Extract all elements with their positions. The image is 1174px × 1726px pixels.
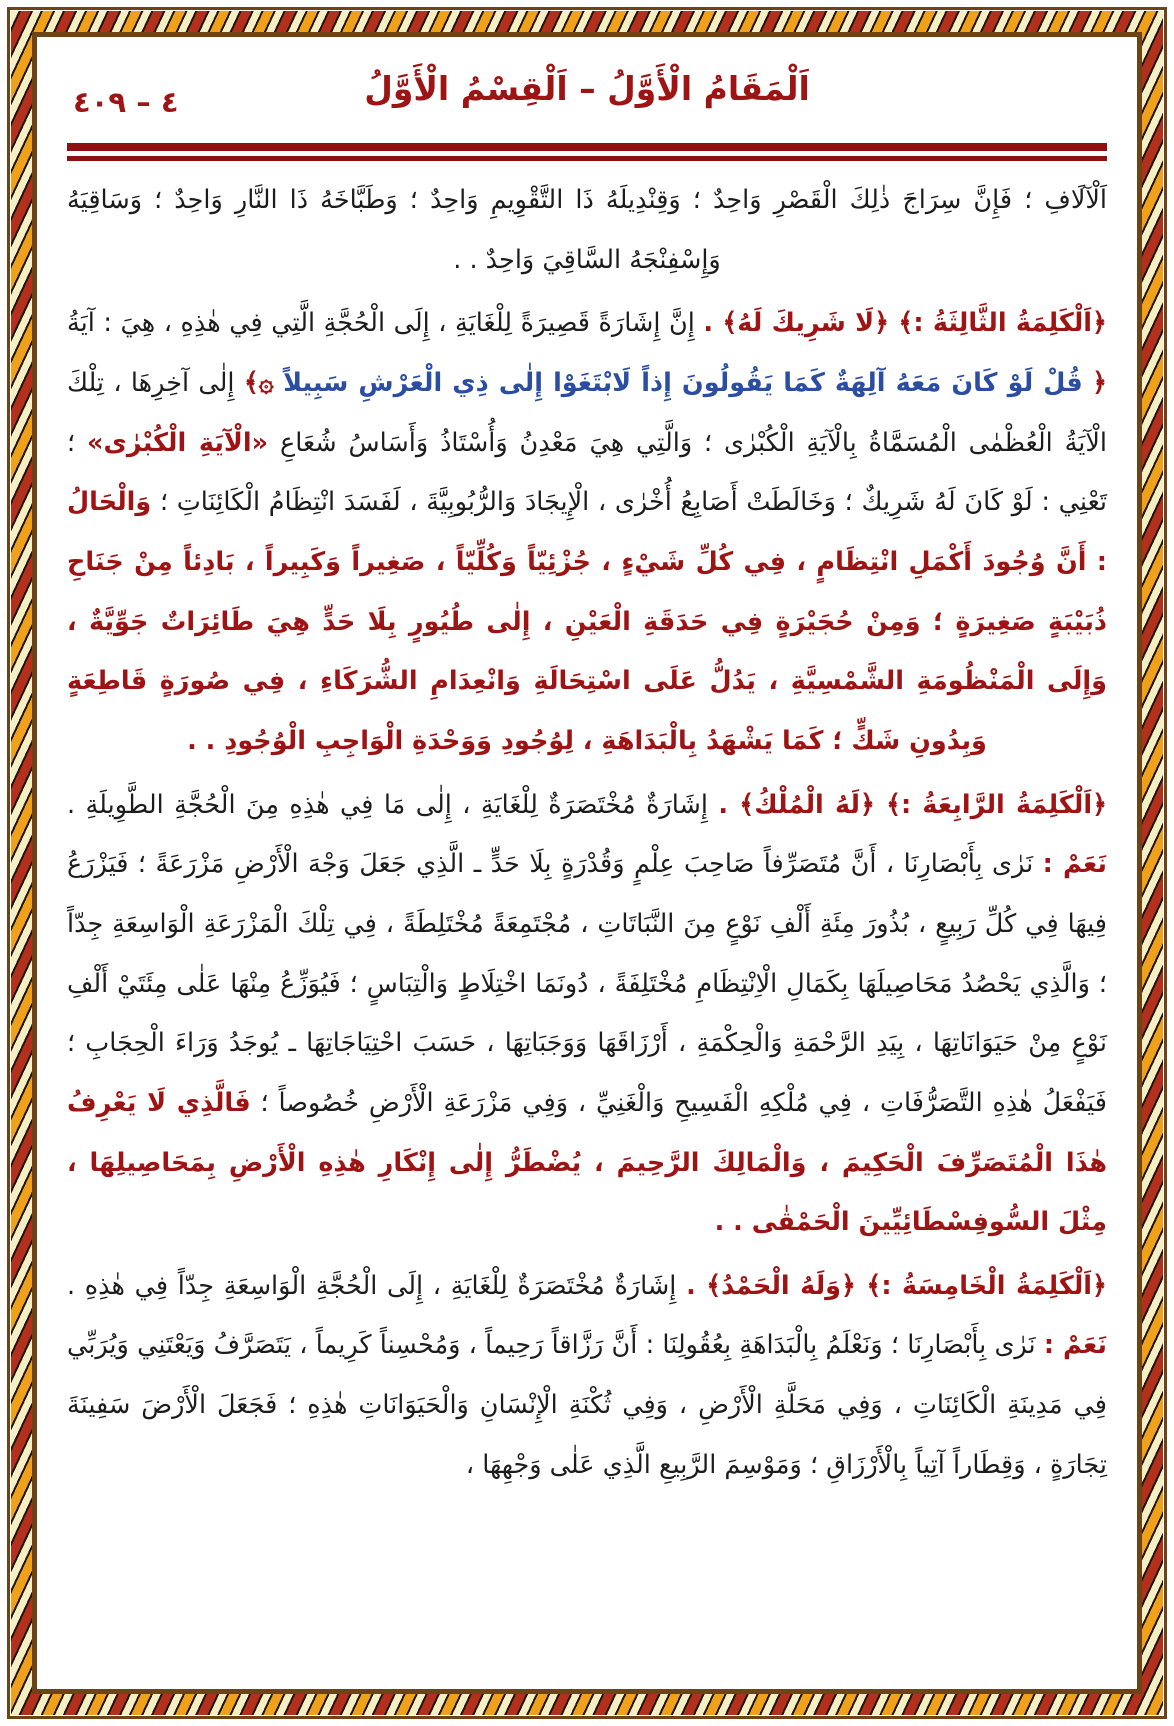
page-number: ٤ – ٤٠٩ bbox=[73, 85, 179, 119]
paragraph-fifth-word bbox=[67, 1253, 1107, 1496]
page-content bbox=[32, 32, 1142, 1694]
paragraph-third-word-segment-2: ﴿ bbox=[1092, 367, 1108, 398]
paragraph-third-word-segment-0: ﴿اَلْكَلِمَةُ الثَّالِثَةُ :﴾ ﴿لَا شَرِيكَ لَهُ﴾ . bbox=[703, 308, 1107, 339]
ornamental-border-chain-band bbox=[11, 11, 1163, 1715]
paragraph-third-word-segment-7: ؛ تَعْنِي : لَوْ كَانَ لَهُ شَرِيكٌ ؛ وَخَالَطَتْ أَصَابِعُ أُخْرٰى ، الْإِيجَادَ وَالرُّبُوبِيَّةَ ، لَفَسَدَ انْتِظَامُ الْكَائِنَاتِ ؛ bbox=[67, 427, 1107, 518]
page-title: اَلْمَقَامُ الْأَوَّلُ – اَلْقِسْمُ الْأَوَّلُ bbox=[364, 69, 810, 108]
paragraph-third-word bbox=[67, 290, 1107, 771]
paragraph-third-word-segment-8: وَالْحَالُ : أَنَّ وُجُودَ أَكْمَلِ انْتِظَامٍ ، فِي كُلِّ شَيْءٍ ، جُزْئِيّاً وَكُلِّيّاً ، صَغِيراً وَكَبِيراً ، بَادِئاً مِنْ جَنَاحِ ذُبَيْبَةٍ صَغِيرَةٍ ؛ وَمِنْ حُجَيْرَةٍ فِي حَدَقَةِ الْعَيْنِ ، إِلٰى طُيُورٍ بِلَا حَدٍّ هِيَ طَائِرَاتٌ جَوِّيَّةٌ ، وَإِلَى الْمَنْظُومَةِ الشَّمْسِيَّةِ ، يَدُلُّ عَلَى اسْتِحَالَةِ وَانْعِدَامِ الشُّرَكَاءِ ، فِي صُورَةٍ قَاطِعَةٍ وَبِدُونِ شَكٍّ ؛ كَمَا يَشْهَدُ بِالْبَدَاهَةِ ، لِوُجُودِ وَوَحْدَةِ الْوَاجِبِ الْوُجُودِ . . bbox=[67, 487, 1107, 756]
paragraph-fourth-word-segment-4: فَالَّذِي لَا يَعْرِفُ هٰذَا الْمُتَصَرِّفَ الْحَكِيمَ ، وَالْمَالِكَ الرَّحِيمَ ، يُضْطَرُّ إِلٰى إِنْكَارِ هٰذِهِ الْأَرْضِ بِمَحَاصِيلِهَا ، مِثْلَ السُّوفِسْطَائِيِّينَ الْحَمْقٰى . . bbox=[67, 1087, 1107, 1238]
paragraph-third-word-segment-4: ۞﴾ bbox=[243, 367, 274, 398]
paragraph-third-word-segment-3: قُلْ لَوْ كَانَ مَعَهُ آلِهَةٌ كَمَا يَقُولُونَ إِذاً لَابْتَغَوْا إِلٰى ذِي الْعَرْشِ سَبِيلاً bbox=[283, 367, 1083, 398]
paragraph-intro bbox=[67, 167, 1107, 290]
paragraph-fourth-word-segment-0: ﴿اَلْكَلِمَةُ الرَّابِعَةُ :﴾ ﴿لَهُ الْمُلْكُ﴾ . bbox=[718, 789, 1108, 820]
paragraph-fourth-word-segment-1: إِشَارَةٌ مُخْتَصَرَةٌ لِلْغَايَةِ ، إِلٰى مَا فِي هٰذِهِ مِنَ الْحُجَّةِ الطَّوِيلَةِ . bbox=[67, 789, 708, 820]
paragraph-fourth-word-segment-2: نَعَمْ : bbox=[1042, 849, 1108, 880]
header-rule-thick bbox=[67, 143, 1107, 151]
paragraph-fifth-word-segment-3: نَرٰى بِأَبْصَارِنَا ؛ وَنَعْلَمُ بِالْبَدَاهَةِ بِعُقُولِنَا : أَنَّ رَزَّاقاً رَحِيماً ، وَمُحْسِناً كَرِيماً ، يَتَصَرَّفُ وَيَعْتَنِي وَيُرَبِّي فِي مَدِينَةِ الْكَائِنَاتِ ، وَفِي مَحَلَّةِ الْأَرْضِ ، وَفِي ثُكْنَةِ الْإِنْسَانِ وَالْحَيَوَانَاتِ هٰذِهِ ؛ فَجَعَلَ الْأَرْضَ سَفِينَةَ تِجَارَةٍ ، وَقِطَاراً آتِياً بِالْأَرْزَاقِ ؛ وَمَوْسِمَ الرَّبِيعِ الَّذِي عَلٰى وَجْهِهَا ، bbox=[67, 1330, 1107, 1480]
paragraph-fifth-word-segment-2: نَعَمْ : bbox=[1043, 1330, 1107, 1361]
paragraph-third-word-segment-6: «الْآيَةِ الْكُبْرٰى» bbox=[86, 427, 269, 458]
paragraph-fifth-word-segment-0: ﴿اَلْكَلِمَةُ الْخَامِسَةُ :﴾ ﴿وَلَهُ الْحَمْدُ﴾ . bbox=[686, 1270, 1107, 1301]
header-rule-thin bbox=[67, 156, 1107, 161]
paragraph-intro-segment-0: اَلْآلَافِ ؛ فَإِنَّ سِرَاجَ ذٰلِكَ الْقَصْرِ وَاحِدٌ ؛ وَقِنْدِيلَهُ ذَا التَّقْوِيمِ وَاحِدٌ ؛ وَطَبَّاخَهُ ذَا النَّارِ وَاحِدٌ ؛ وَسَاقِيَهُ وَإِسْفِنْجَهُ السَّاقِيَ وَاحِدٌ . . bbox=[67, 185, 1107, 275]
paragraph-fourth-word bbox=[67, 772, 1107, 1253]
body-text bbox=[67, 167, 1107, 1495]
paragraph-third-word-segment-1: إِنَّ إِشَارَةً قَصِيرَةً لِلْغَايَةِ ، إِلَى الْحُجَّةِ الَّتِي فِي هٰذِهِ ، هِيَ : آيَةُ bbox=[67, 308, 695, 339]
page-header bbox=[67, 69, 1107, 141]
ornamental-border-outer-line bbox=[7, 7, 1167, 1719]
paragraph-fifth-word-segment-1: إِشَارَةٌ مُخْتَصَرَةٌ لِلْغَايَةِ ، إِلَى الْحُجَّةِ الْوَاسِعَةِ جِدّاً فِي هٰذِهِ . bbox=[67, 1270, 677, 1301]
paragraph-third-word-segment-5: إِلٰى آخِرِهَا ، تِلْكَ الْآيَةُ الْعُظْمٰى الْمُسَمَّاةُ بِالْآيَةِ الْكُبْرٰى ؛ وَالَّتِي هِيَ مَعْدِنُ وَأُسْتَاذُ وَأَسَاسُ شُعَاعِ bbox=[67, 367, 1107, 458]
paragraph-fourth-word-segment-3: نَرٰى بِأَبْصَارِنَا ، أَنَّ مُتَصَرِّفاً صَاحِبَ عِلْمٍ وَقُدْرَةٍ بِلَا حَدٍّ ـ الَّذِي جَعَلَ وَجْهَ الْأَرْضِ مَزْرَعَةً ؛ فَيَزْرَعُ فِيهَا فِي كُلِّ رَبِيعٍ ، بُذُورَ مِئَةِ أَلْفِ نَوْعٍ مِنَ النَّبَاتَاتِ ، مُجْتَمِعَةً مُخْتَلِطَةً ، فِي تِلْكَ الْمَزْرَعَةِ الْوَاسِعَةِ جِدّاً ؛ وَالَّذِي يَحْصُدُ مَحَاصِيلَهَا بِكَمَالِ الْاِنْتِظَامِ مُخْتَلِفَةً ، دُونَمَا اخْتِلَاطٍ وَالْتِبَاسٍ ؛ فَيُوَزِّعُ مِنْهَا عَلٰى مِئَتَيْ أَلْفِ نَوْعٍ مِنْ حَيَوَانَاتِهَا ، بِيَدِ الرَّحْمَةِ وَالْحِكْمَةِ ، أَرْزَاقَهَا وَوَجَبَاتِهَا ، حَسَبَ احْتِيَاجَاتِهَا ـ يُوجَدُ وَرَاءَ الْحِجَابِ ؛ فَيَفْعَلُ هٰذِهِ التَّصَرُّفَاتِ ، فِي مُلْكِهِ الْفَسِيحِ وَالْغَنِيِّ ، وَفِي مَزْرَعَةِ الْأَرْضِ خُصُوصاً ؛ bbox=[67, 849, 1107, 1118]
